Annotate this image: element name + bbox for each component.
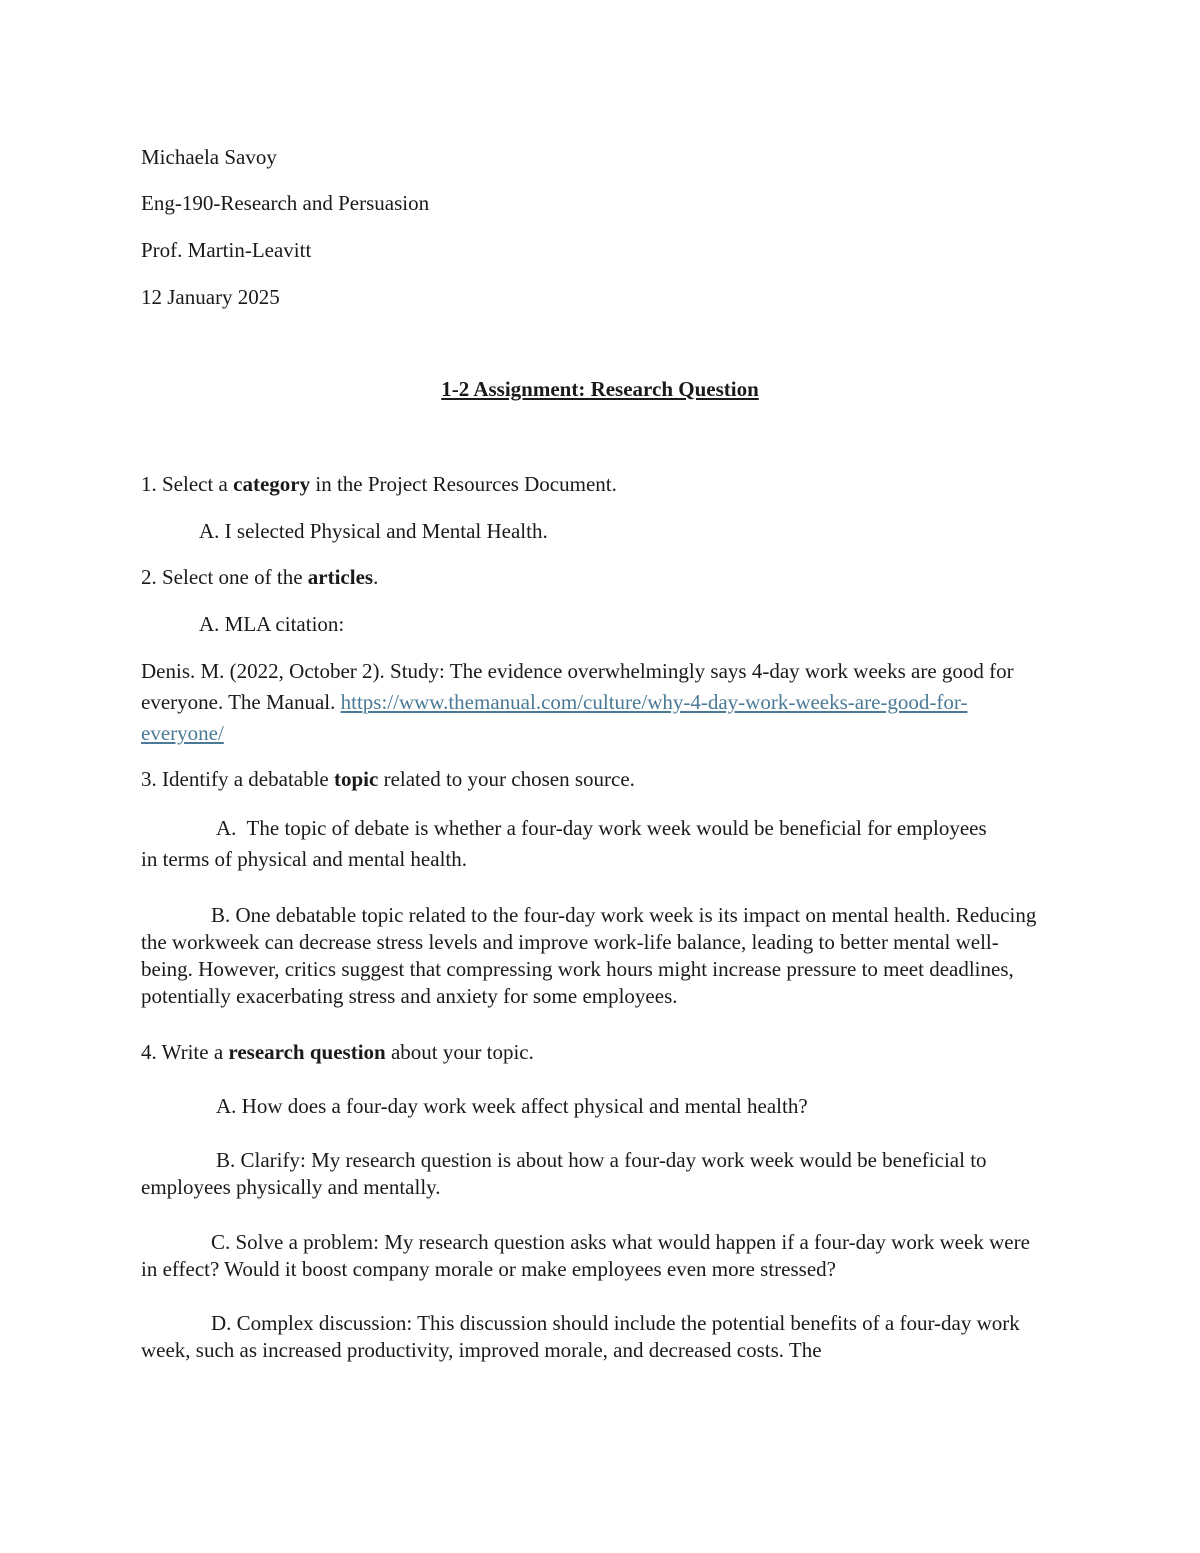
course-name: Eng-190-Research and Persuasion: [141, 191, 430, 215]
question-1-suffix: in the Project Resources Document.: [310, 472, 617, 496]
question-1-keyword: category: [233, 472, 311, 496]
question-3-answer-a-text: The topic of debate is whether a four-day work week would be beneficial for employees in terms of physical and mental health.: [141, 816, 992, 871]
question-4-answer-c: C. Solve a problem: My research question asks what would happen if a four-day work week were in effect? Would it boost company morale or make employees even more stressed?: [141, 1230, 1030, 1281]
question-2: [141, 564, 378, 590]
question-1-answer-a: A. I selected Physical and Mental Health.: [199, 519, 548, 543]
question-3-suffix: related to your chosen source.: [378, 767, 635, 791]
citation-text: Denis. M. (2022, October 2). Study: The evidence overwhelmingly says 4-day work weeks are good for everyone. The Manual.: [141, 659, 1014, 714]
question-4-suffix: about your topic.: [385, 1040, 534, 1064]
page-title: 1-2 Assignment: Research Question: [441, 377, 759, 401]
question-1-prefix: 1. Select a: [141, 472, 234, 496]
question-3-answer-b: B. One debatable topic related to the four-day work week is its impact on mental health. Reducing the workweek can decrease stress levels and improve work-life balance, leading to better mental well-being. However, critics suggest that compressing work hours might increase pressure to meet deadlines, potentially exacerbating stress and anxiety for some employees.: [141, 903, 1037, 1008]
question-4-keyword: research question: [228, 1040, 386, 1064]
question-2-suffix: .: [373, 565, 379, 589]
question-2-keyword: articles: [307, 565, 374, 589]
question-3-answer-a: [141, 813, 1001, 875]
student-name: Michaela Savoy: [141, 145, 277, 169]
question-1: [141, 471, 617, 497]
mla-citation: [141, 656, 1041, 749]
question-2-answer-a: A. MLA citation:: [199, 612, 345, 636]
question-2-prefix: 2. Select one of the: [141, 565, 308, 589]
document-date: 12 January 2025: [141, 285, 280, 309]
question-4-answer-d: D. Complex discussion: This discussion should include the potential benefits of a four-day work week, such as increased productivity, improved morale, and decreased costs. The: [141, 1311, 1020, 1362]
question-3-answer-a-label: A.: [216, 816, 237, 840]
citation-link[interactable]: https://www.themanual.com/culture/why-4-day-work-weeks-are-good-for-everyone/: [141, 690, 968, 745]
question-4-prefix: 4. Write a: [141, 1040, 229, 1064]
question-3-keyword: topic: [334, 767, 379, 791]
question-3-prefix: 3. Identify a debatable: [141, 767, 334, 791]
question-4-answer-a: A. How does a four-day work week affect physical and mental health?: [216, 1094, 808, 1118]
professor-name: Prof. Martin-Leavitt: [141, 238, 312, 262]
question-3: [141, 766, 635, 792]
question-4: [141, 1039, 534, 1065]
question-4-answer-b: B. Clarify: My research question is about how a four-day work week would be beneficial to employees physically and mentally.: [141, 1148, 987, 1199]
